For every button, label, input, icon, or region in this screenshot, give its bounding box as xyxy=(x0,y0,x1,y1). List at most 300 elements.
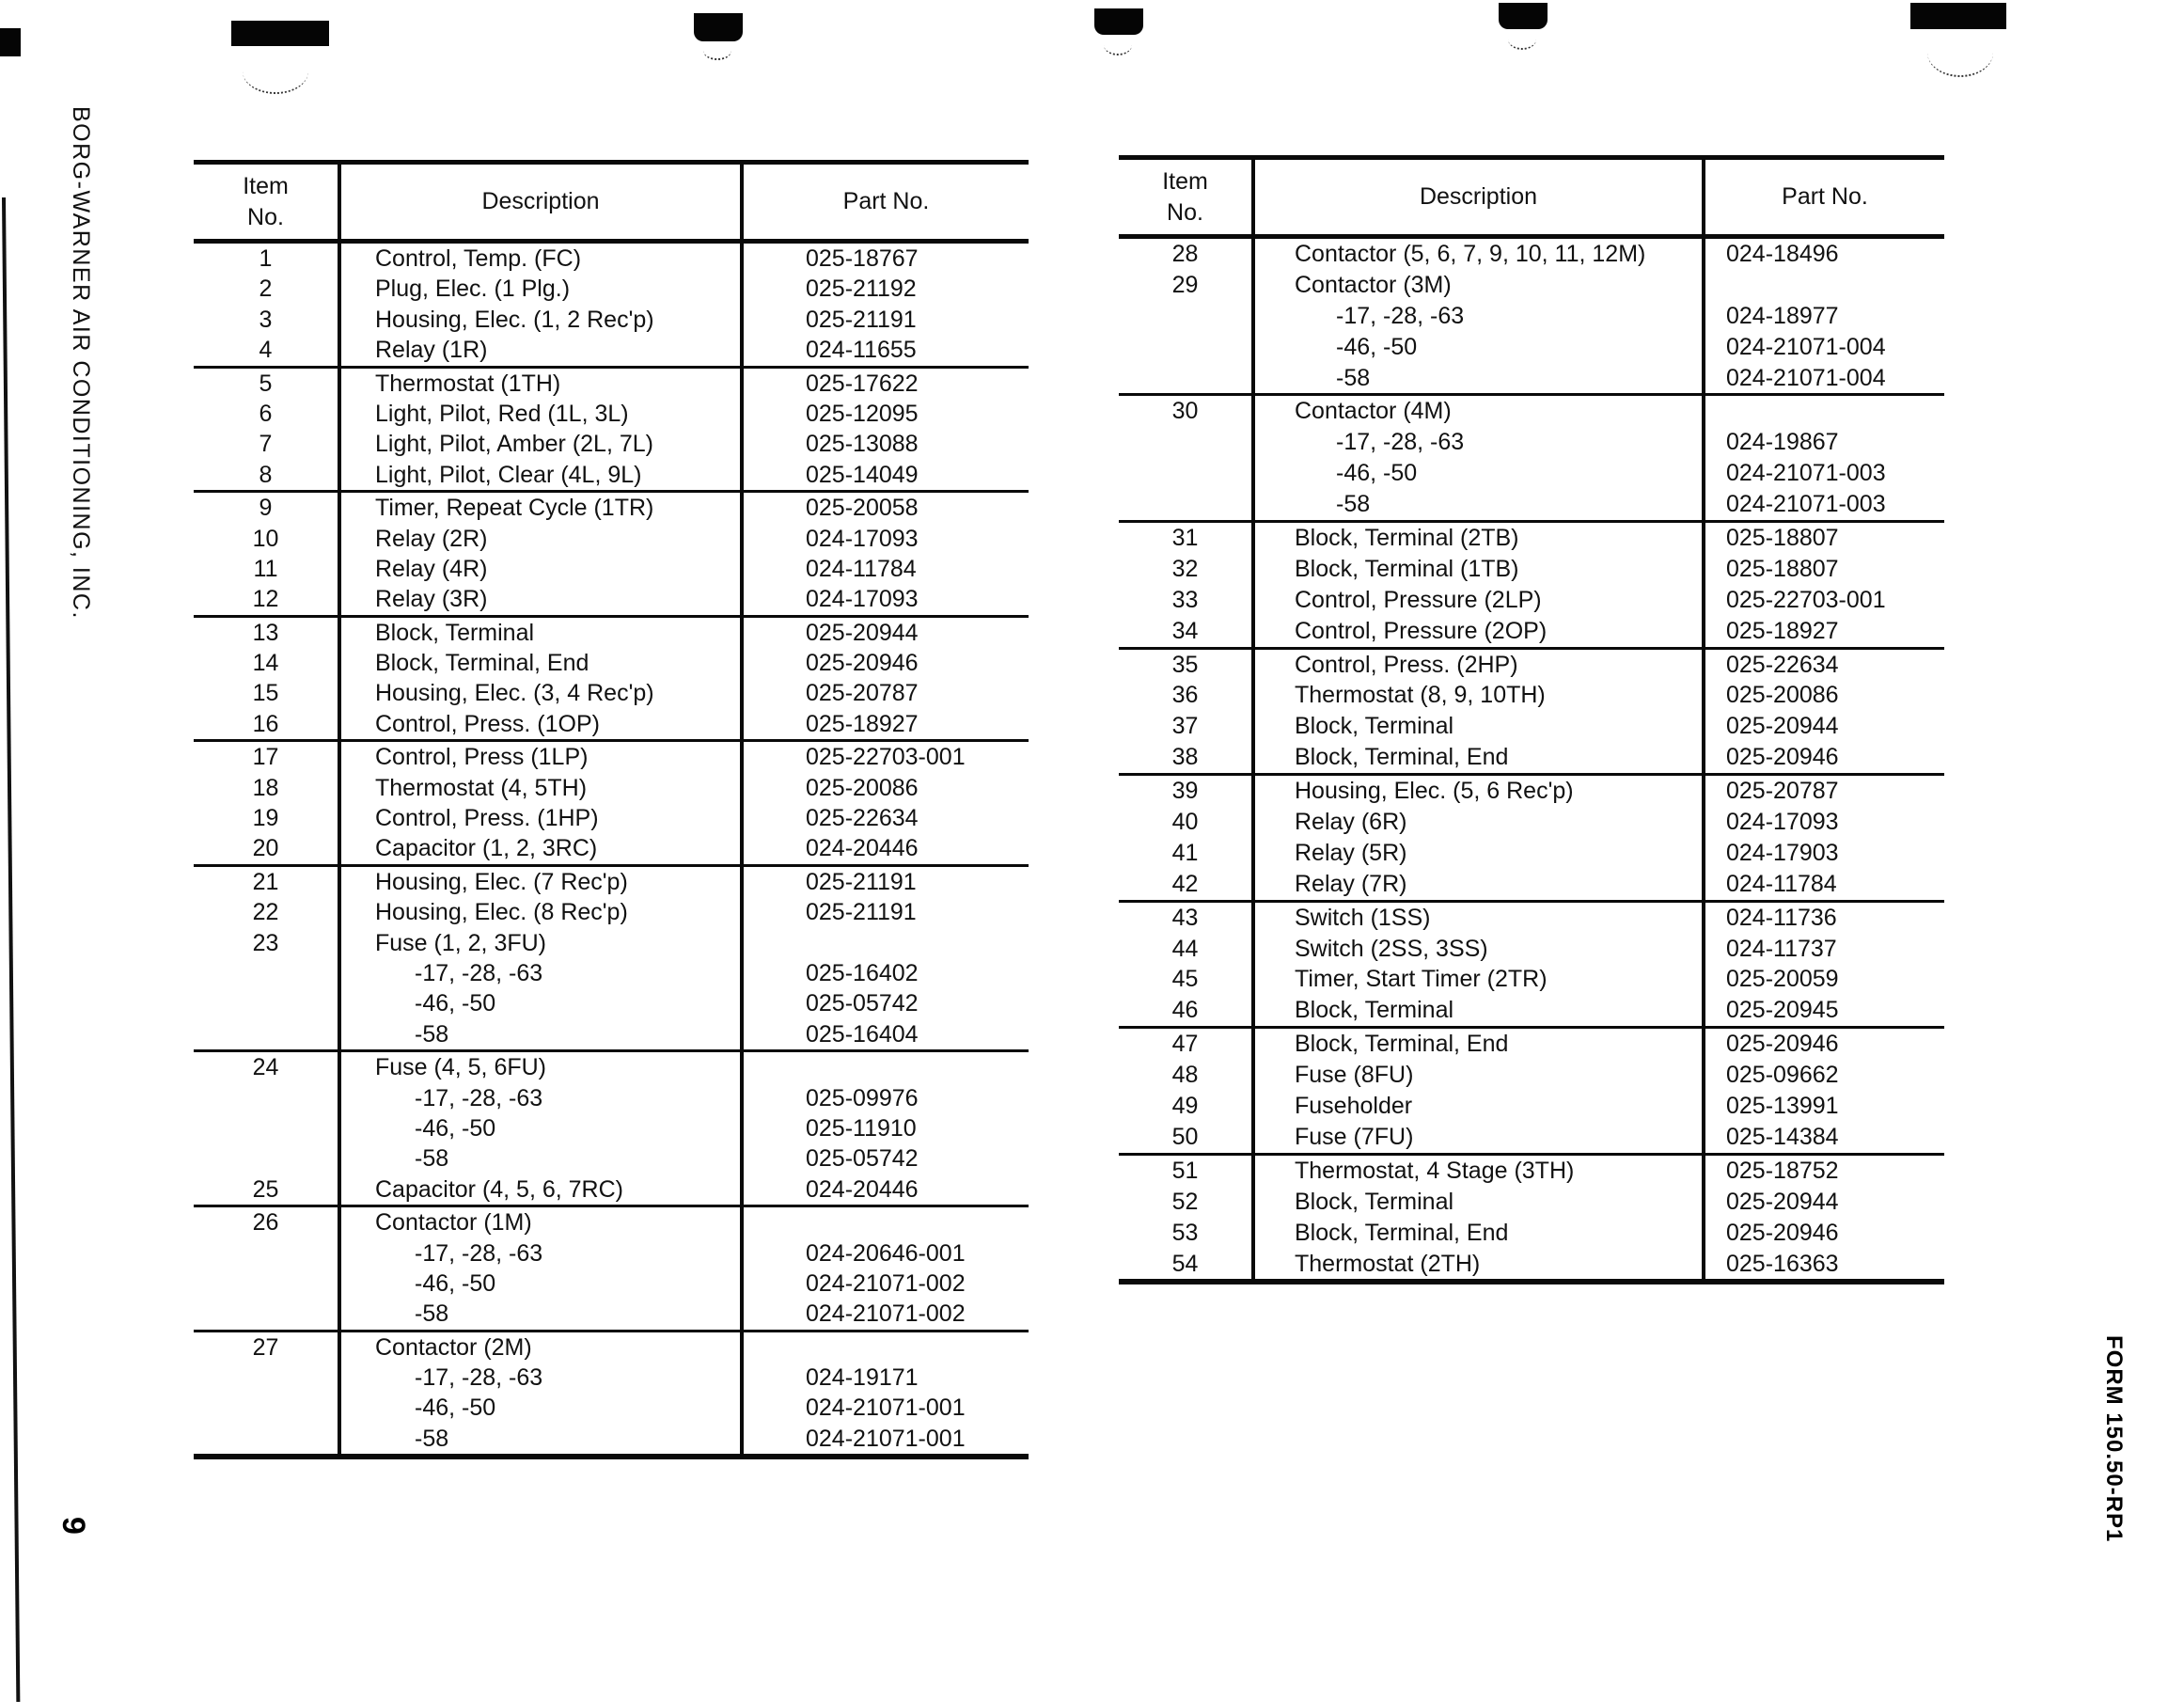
description-cell: Capacitor (1, 2, 3RC) xyxy=(375,835,598,862)
item-no-cell: 39 xyxy=(1171,778,1199,805)
description-cell: Block, Terminal, End xyxy=(375,650,589,677)
item-no-cell: 4 xyxy=(259,337,273,364)
item-no-cell: 52 xyxy=(1171,1188,1199,1215)
part-no-cell: 025-20787 xyxy=(806,680,919,707)
description-cell: Control, Press. (1HP) xyxy=(375,805,599,832)
part-no-cell: 024-21071-001 xyxy=(806,1425,966,1452)
item-no-cell xyxy=(194,1143,338,1174)
item-no-cell: 5 xyxy=(259,370,273,397)
item-no-cell xyxy=(194,1083,338,1113)
desc-column xyxy=(1251,903,1702,1027)
parts-table-right xyxy=(1119,155,1944,1284)
item-column xyxy=(1119,1029,1251,1153)
part-no-cell: 024-11737 xyxy=(1726,935,1837,962)
part-no-cell: 024-17093 xyxy=(806,525,919,552)
item-no-cell: 3 xyxy=(259,306,273,333)
part-no-cell xyxy=(744,1207,1029,1237)
part-no-cell: 024-20446 xyxy=(806,835,919,862)
item-no-cell xyxy=(194,958,338,988)
item-no-cell: 51 xyxy=(1171,1157,1199,1184)
description-cell: Fuse (7FU) xyxy=(1295,1123,1414,1150)
item-no-cell: 24 xyxy=(252,1054,279,1081)
description-cell: -46, -50 xyxy=(1336,333,1418,360)
binder-mark-shadow xyxy=(1104,35,1132,55)
description-cell: -17, -28, -63 xyxy=(415,1364,543,1392)
part-column xyxy=(740,1332,1029,1455)
row-group xyxy=(194,369,1029,494)
item-no-cell: 34 xyxy=(1171,617,1199,644)
row-group xyxy=(194,244,1029,369)
row-group xyxy=(1119,776,1944,903)
item-no-cell: 54 xyxy=(1171,1250,1199,1277)
item-no-cell: 50 xyxy=(1171,1123,1199,1150)
item-no-cell: 33 xyxy=(1171,586,1199,613)
part-column xyxy=(740,493,1029,615)
row-group xyxy=(1119,1029,1944,1156)
description-cell: Switch (2SS, 3SS) xyxy=(1295,935,1488,962)
description-cell: Control, Press (1LP) xyxy=(375,744,589,771)
desc-column xyxy=(1251,776,1702,900)
part-column xyxy=(1702,1029,1944,1153)
part-no-cell: 024-21071-002 xyxy=(806,1269,966,1297)
item-column xyxy=(1119,776,1251,900)
desc-column xyxy=(1251,650,1702,774)
part-no-cell: 025-05742 xyxy=(806,1145,919,1173)
item-no-cell: 6 xyxy=(259,400,273,427)
item-no-cell xyxy=(194,1269,338,1299)
part-column xyxy=(740,742,1029,864)
item-no-cell: 25 xyxy=(252,1175,279,1203)
item-no-cell: 2 xyxy=(259,276,273,303)
binder-mark xyxy=(0,28,21,56)
item-no-cell: 32 xyxy=(1171,555,1199,582)
desc-column xyxy=(1251,1029,1702,1153)
part-no-cell: 025-20944 xyxy=(1726,713,1839,740)
item-no-cell: 22 xyxy=(252,899,279,926)
desc-column xyxy=(338,742,740,864)
item-column xyxy=(194,369,338,491)
item-no-cell xyxy=(194,1363,338,1393)
item-no-cell: 38 xyxy=(1171,744,1199,771)
part-no-cell: 025-20787 xyxy=(1726,778,1839,805)
description-cell: -46, -50 xyxy=(415,1395,496,1422)
item-no-cell: 42 xyxy=(1171,870,1199,897)
description-cell: Contactor (2M) xyxy=(375,1333,532,1361)
part-no-cell: 025-14384 xyxy=(1726,1123,1839,1150)
desc-column xyxy=(338,867,740,1049)
item-no-cell: 35 xyxy=(1171,651,1199,678)
description-cell: Housing, Elec. (7 Rec'p) xyxy=(375,868,628,895)
item-column xyxy=(194,1052,338,1205)
item-no-cell: 47 xyxy=(1171,1031,1199,1058)
part-no-cell: 025-22703-001 xyxy=(1726,586,1886,613)
description-cell: Contactor (4M) xyxy=(1295,398,1452,425)
header-item-no: Item No. xyxy=(1162,167,1208,226)
table-header xyxy=(1119,155,1944,239)
item-no-cell: 53 xyxy=(1171,1219,1199,1246)
description-cell: Timer, Repeat Cycle (1TR) xyxy=(375,495,654,522)
part-no-cell: 025-18807 xyxy=(1726,555,1839,582)
part-column xyxy=(1702,396,1944,520)
description-cell: Control, Pressure (2OP) xyxy=(1295,617,1548,644)
part-no-cell: 025-14049 xyxy=(806,461,919,488)
description-cell: Thermostat (1TH) xyxy=(375,370,561,397)
binder-mark xyxy=(1910,3,2006,29)
part-column xyxy=(1702,523,1944,647)
part-no-cell: 025-22634 xyxy=(806,805,919,832)
description-cell: Relay (1R) xyxy=(375,337,488,364)
item-no-cell xyxy=(1119,301,1251,332)
part-no-cell xyxy=(744,928,1029,958)
binder-mark xyxy=(1499,3,1548,29)
part-no-cell xyxy=(1705,270,1944,301)
page-number: 9 xyxy=(55,1517,91,1535)
binder-mark-shadow xyxy=(1508,29,1536,50)
item-no-cell xyxy=(194,1424,338,1454)
description-cell: Relay (2R) xyxy=(375,525,488,552)
item-no-cell xyxy=(1119,489,1251,520)
header-item-no: Item No. xyxy=(243,172,289,230)
desc-column xyxy=(338,493,740,615)
description-cell: Housing, Elec. (5, 6 Rec'p) xyxy=(1295,778,1574,805)
part-no-cell: 025-12095 xyxy=(806,400,919,427)
part-column xyxy=(1702,650,1944,774)
description-cell: Contactor (3M) xyxy=(1295,271,1452,298)
item-no-cell: 31 xyxy=(1171,525,1199,552)
part-no-cell: 024-21071-002 xyxy=(806,1300,966,1328)
part-column xyxy=(740,618,1029,740)
description-cell: Plug, Elec. (1 Plg.) xyxy=(375,276,571,303)
desc-column xyxy=(1251,396,1702,520)
description-cell: Fuseholder xyxy=(1295,1093,1413,1120)
row-group xyxy=(1119,903,1944,1030)
part-no-cell xyxy=(1705,396,1944,427)
part-no-cell: 025-20945 xyxy=(1726,997,1839,1024)
description-cell: Light, Pilot, Clear (4L, 9L) xyxy=(375,461,642,488)
part-no-cell: 025-20944 xyxy=(1726,1188,1839,1215)
item-no-cell: 1 xyxy=(259,245,273,272)
description-cell: Relay (7R) xyxy=(1295,870,1407,897)
part-no-cell: 025-21191 xyxy=(806,306,917,333)
form-number: FORM 150.50-RP1 xyxy=(2101,1335,2127,1543)
item-no-cell: 23 xyxy=(252,929,279,956)
description-cell: Timer, Start Timer (2TR) xyxy=(1295,966,1548,993)
part-no-cell: 025-16363 xyxy=(1726,1250,1839,1277)
description-cell: Thermostat (2TH) xyxy=(1295,1250,1481,1277)
description-cell: Thermostat, 4 Stage (3TH) xyxy=(1295,1157,1575,1184)
item-column xyxy=(1119,1156,1251,1280)
description-cell: -58 xyxy=(415,1425,449,1452)
item-no-cell: 16 xyxy=(252,710,279,737)
description-cell: -58 xyxy=(1336,491,1371,518)
description-cell: Thermostat (8, 9, 10TH) xyxy=(1295,682,1546,709)
part-column xyxy=(1702,776,1944,900)
desc-column xyxy=(338,1207,740,1330)
description-cell: Control, Press. (2HP) xyxy=(1295,651,1518,678)
item-no-cell: 43 xyxy=(1171,904,1199,931)
description-cell: -46, -50 xyxy=(415,1269,496,1297)
desc-column xyxy=(338,1052,740,1205)
part-no-cell: 024-21071-003 xyxy=(1726,460,1886,487)
header-description: Description xyxy=(1251,160,1702,234)
description-cell: -17, -28, -63 xyxy=(415,959,543,986)
item-column xyxy=(194,1332,338,1455)
binder-mark-shadow xyxy=(703,41,731,60)
item-column xyxy=(194,1207,338,1330)
description-cell: Block, Terminal, End xyxy=(1295,744,1509,771)
description-cell: Block, Terminal (2TB) xyxy=(1295,525,1519,552)
part-no-cell: 025-16402 xyxy=(806,959,919,986)
description-cell: -17, -28, -63 xyxy=(415,1239,543,1267)
part-no-cell: 025-20086 xyxy=(806,774,919,801)
part-no-cell: 024-11736 xyxy=(1726,904,1837,931)
part-column xyxy=(1702,1156,1944,1280)
part-no-cell: 025-11910 xyxy=(806,1114,917,1142)
part-no-cell: 025-20946 xyxy=(806,650,919,677)
row-group xyxy=(194,1207,1029,1332)
description-cell: Control, Temp. (FC) xyxy=(375,245,582,272)
item-no-cell: 21 xyxy=(252,868,279,895)
part-no-cell: 024-11784 xyxy=(806,555,917,582)
part-column xyxy=(1702,239,1944,393)
row-group xyxy=(1119,396,1944,523)
part-no-cell: 024-18977 xyxy=(1726,302,1839,329)
item-no-cell: 44 xyxy=(1171,935,1199,962)
item-no-cell: 11 xyxy=(253,555,278,582)
part-no-cell: 024-21071-001 xyxy=(806,1395,966,1422)
item-column xyxy=(1119,396,1251,520)
item-column xyxy=(194,867,338,1049)
item-no-cell: 40 xyxy=(1171,809,1199,836)
part-no-cell: 024-17903 xyxy=(1726,839,1839,866)
description-cell: Block, Terminal (1TB) xyxy=(1295,555,1519,582)
row-group xyxy=(194,1332,1029,1460)
desc-column xyxy=(338,244,740,366)
item-no-cell: 19 xyxy=(252,805,279,832)
row-group xyxy=(194,493,1029,618)
part-no-cell: 025-20058 xyxy=(806,495,919,522)
binder-mark-shadow xyxy=(243,49,308,94)
description-cell: -58 xyxy=(415,1300,449,1328)
part-no-cell: 025-18767 xyxy=(806,245,919,272)
part-no-cell: 025-20946 xyxy=(1726,1219,1839,1246)
item-no-cell: 37 xyxy=(1171,713,1199,740)
desc-column xyxy=(1251,523,1702,647)
item-no-cell: 20 xyxy=(252,835,279,862)
part-no-cell: 024-20446 xyxy=(806,1175,919,1203)
desc-column xyxy=(338,618,740,740)
part-no-cell: 025-21191 xyxy=(806,899,917,926)
row-group xyxy=(194,867,1029,1052)
row-group xyxy=(1119,523,1944,650)
item-no-cell: 7 xyxy=(259,431,273,458)
item-no-cell: 14 xyxy=(252,650,279,677)
part-no-cell: 025-20059 xyxy=(1726,966,1839,993)
part-no-cell: 024-11655 xyxy=(806,337,917,364)
description-cell: Block, Terminal xyxy=(1295,713,1454,740)
part-no-cell: 025-13991 xyxy=(1726,1093,1839,1120)
row-group xyxy=(194,618,1029,743)
item-no-cell: 28 xyxy=(1171,241,1199,267)
header-part-no: Part No. xyxy=(1702,160,1944,234)
row-group xyxy=(194,1052,1029,1207)
description-cell: -46, -50 xyxy=(415,1114,496,1142)
description-cell: -17, -28, -63 xyxy=(415,1084,543,1111)
description-cell: Relay (5R) xyxy=(1295,839,1407,866)
item-no-cell xyxy=(1119,363,1251,394)
description-cell: Housing, Elec. (8 Rec'p) xyxy=(375,899,628,926)
item-no-cell: 13 xyxy=(252,619,279,646)
item-no-cell xyxy=(194,1299,338,1329)
row-group xyxy=(1119,239,1944,396)
description-cell: -58 xyxy=(415,1020,449,1048)
part-no-cell: 025-20944 xyxy=(806,619,919,646)
item-no-cell: 45 xyxy=(1171,966,1199,993)
item-no-cell: 10 xyxy=(252,525,279,552)
part-no-cell: 025-21192 xyxy=(806,276,917,303)
part-no-cell: 025-21191 xyxy=(806,868,917,895)
part-no-cell: 025-22634 xyxy=(1726,651,1839,678)
item-no-cell: 15 xyxy=(252,680,279,707)
item-column xyxy=(1119,903,1251,1027)
description-cell: Thermostat (4, 5TH) xyxy=(375,774,588,801)
item-column xyxy=(1119,239,1251,393)
description-cell: Capacitor (4, 5, 6, 7RC) xyxy=(375,1175,623,1203)
part-no-cell: 024-21071-004 xyxy=(1726,333,1886,360)
table-header xyxy=(194,160,1029,244)
description-cell: -46, -50 xyxy=(1336,460,1418,487)
part-no-cell: 025-16404 xyxy=(806,1020,919,1048)
item-no-cell xyxy=(1119,332,1251,363)
header-part-no: Part No. xyxy=(740,165,1029,239)
part-no-cell: 024-17093 xyxy=(806,586,919,613)
part-no-cell: 025-13088 xyxy=(806,431,919,458)
part-no-cell: 024-21071-004 xyxy=(1726,364,1886,391)
part-no-cell: 025-20946 xyxy=(1726,1031,1839,1058)
description-cell: Relay (4R) xyxy=(375,555,488,582)
part-no-cell: 024-19867 xyxy=(1726,429,1839,456)
item-no-cell: 46 xyxy=(1171,997,1199,1024)
description-cell: -46, -50 xyxy=(415,990,496,1017)
desc-column xyxy=(338,369,740,491)
description-cell: -17, -28, -63 xyxy=(1336,429,1465,456)
description-cell: Light, Pilot, Amber (2L, 7L) xyxy=(375,431,653,458)
part-column xyxy=(740,1052,1029,1205)
item-no-cell xyxy=(194,988,338,1018)
description-cell: Relay (6R) xyxy=(1295,809,1407,836)
item-no-cell xyxy=(194,1393,338,1423)
part-no-cell: 025-05742 xyxy=(806,990,919,1017)
binder-mark xyxy=(1094,8,1143,35)
item-column xyxy=(1119,523,1251,647)
part-no-cell: 025-18927 xyxy=(806,710,919,737)
header-description: Description xyxy=(338,165,740,239)
part-no-cell: 025-20086 xyxy=(1726,682,1839,709)
description-cell: Fuse (8FU) xyxy=(1295,1062,1414,1089)
item-no-cell: 17 xyxy=(252,744,279,771)
page-margin-line xyxy=(2,197,20,1702)
part-no-cell: 025-18807 xyxy=(1726,525,1839,552)
item-no-cell: 18 xyxy=(252,774,279,801)
description-cell: Fuse (1, 2, 3FU) xyxy=(375,929,546,956)
item-no-cell: 8 xyxy=(259,461,273,488)
item-column xyxy=(194,493,338,615)
part-no-cell: 025-17622 xyxy=(806,370,919,397)
part-no-cell: 024-17093 xyxy=(1726,809,1839,836)
item-no-cell: 49 xyxy=(1171,1093,1199,1120)
company-header: BORG-WARNER AIR CONDITIONING, INC. xyxy=(68,106,94,620)
part-column xyxy=(740,369,1029,491)
desc-column xyxy=(1251,239,1702,393)
description-cell: Housing, Elec. (3, 4 Rec'p) xyxy=(375,680,654,707)
part-no-cell xyxy=(744,1332,1029,1363)
item-no-cell: 29 xyxy=(1171,271,1199,298)
item-no-cell xyxy=(1119,427,1251,458)
description-cell: Block, Terminal, End xyxy=(1295,1031,1509,1058)
description-cell: Fuse (4, 5, 6FU) xyxy=(375,1054,546,1081)
part-no-cell: 024-20646-001 xyxy=(806,1239,966,1267)
description-cell: Contactor (5, 6, 7, 9, 10, 11, 12M) xyxy=(1295,241,1646,267)
item-column xyxy=(194,618,338,740)
parts-table-left xyxy=(194,160,1029,1459)
description-cell: -17, -28, -63 xyxy=(1336,302,1465,329)
item-no-cell: 26 xyxy=(252,1209,279,1237)
binder-mark xyxy=(694,13,743,41)
item-no-cell: 30 xyxy=(1171,398,1199,425)
part-no-cell: 024-21071-003 xyxy=(1726,491,1886,518)
part-no-cell: 025-09976 xyxy=(806,1084,919,1111)
item-no-cell: 41 xyxy=(1171,839,1199,866)
part-no-cell: 025-18927 xyxy=(1726,617,1839,644)
table-body xyxy=(194,244,1029,1459)
description-cell: Block, Terminal xyxy=(1295,1188,1454,1215)
description-cell: -58 xyxy=(1336,364,1371,391)
description-cell: Light, Pilot, Red (1L, 3L) xyxy=(375,400,629,427)
description-cell: Control, Pressure (2LP) xyxy=(1295,586,1542,613)
row-group xyxy=(1119,650,1944,777)
part-no-cell: 025-20946 xyxy=(1726,744,1839,771)
part-no-cell: 025-09662 xyxy=(1726,1062,1839,1089)
part-no-cell xyxy=(744,1052,1029,1082)
item-no-cell xyxy=(194,1238,338,1269)
description-cell: Control, Press. (1OP) xyxy=(375,710,600,737)
binder-mark-shadow xyxy=(1927,28,1993,77)
part-no-cell: 024-18496 xyxy=(1726,241,1839,267)
part-column xyxy=(1702,903,1944,1027)
part-no-cell: 024-11784 xyxy=(1726,870,1837,897)
binder-mark xyxy=(231,21,329,46)
item-no-cell: 48 xyxy=(1171,1062,1199,1089)
row-group xyxy=(194,742,1029,867)
item-column xyxy=(1119,650,1251,774)
part-column xyxy=(740,867,1029,1049)
description-cell: Block, Terminal, End xyxy=(1295,1219,1509,1246)
description-cell: Block, Terminal xyxy=(375,619,535,646)
item-no-cell xyxy=(194,1019,338,1049)
item-column xyxy=(194,742,338,864)
part-column xyxy=(740,244,1029,366)
item-no-cell: 12 xyxy=(252,586,279,613)
description-cell: -58 xyxy=(415,1145,449,1173)
desc-column xyxy=(1251,1156,1702,1280)
item-no-cell xyxy=(194,1113,338,1143)
description-cell: Contactor (1M) xyxy=(375,1209,532,1237)
item-no-cell: 36 xyxy=(1171,682,1199,709)
item-column xyxy=(194,244,338,366)
description-cell: Switch (1SS) xyxy=(1295,904,1431,931)
part-no-cell: 025-22703-001 xyxy=(806,744,966,771)
part-no-cell: 024-19171 xyxy=(806,1364,919,1392)
